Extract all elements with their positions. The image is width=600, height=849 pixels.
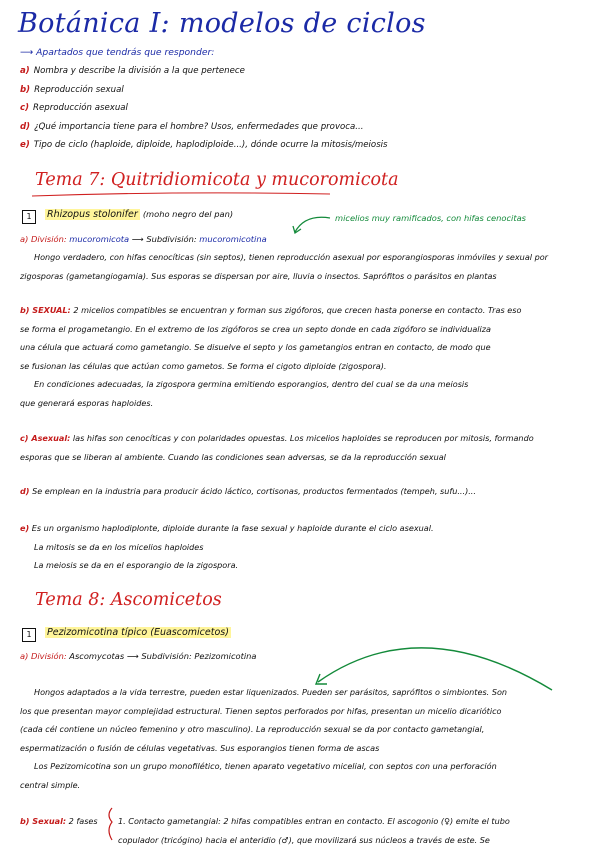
green-margin-note: micelios muy ramificados, con hifas cenocitas [335, 213, 527, 223]
list-item: b) Reproducción sexual [20, 84, 124, 95]
section-8-b-paragraph: 1. Contacto gametangial: 2 hifas compatibles entran en contacto. El ascogonio (♀) emite el tubo copulador (tricógino) hacia el anteridio (♂), que movilizará sus núcleos a través de este. Se [118, 816, 510, 845]
section-8-b-lead: b) Sexual: 2 fases [20, 816, 98, 826]
section-7-a-paragraph: Hongo verdadero, con hifas cenocíticas (sin septos), tienen reproducción asexual por esporangiosporas inmóviles y sexual por zigosporas (gametangiogamia). Sus esporas se dispersan por aire, lluvia o insectos. Saprófitos o parásitos en plantas [20, 252, 549, 281]
question-list [20, 66, 388, 159]
page-title: Botánica I: modelos de ciclos [18, 8, 426, 39]
arrow-right-icon: ⟶ [20, 47, 34, 58]
organism-name: Rhizopus stolonifer [47, 209, 138, 220]
green-curved-arrow-icon [295, 217, 330, 232]
arrow-right-icon: ⟶ [126, 651, 139, 661]
section-7-b-paragraph: b) SEXUAL: 2 micelios compatibles se encuentran y forman sus zigóforos, que crecen hasta ponerse en contacto. Tras eso se forma el progametangio. En el extremo de los zigóforos se crea un septo donde en cada zigóforo se individualiza una célula que actuará como gametangio. Se disuelve el septo y los gametangios entran en contacto, de modo que se fusionan las células que actúan como gametos. Se forma el cigoto diploide (zigospora). En condiciones adecuadas, la zigospora germina emitiendo esporangios, dentro del cual se da una meiosis que generará esporas haploides. [20, 305, 522, 408]
intro-text: Apartados que tendrás que responder: [36, 47, 215, 58]
section-7-title: Tema 7: Quitridiomicota y mucoromicota [35, 170, 399, 190]
section-8-number-box: 1 [22, 628, 36, 642]
list-item: c) Reproducción asexual [20, 103, 128, 113]
section-7-c-paragraph: c) Asexual: las hifas son cenocíticas y con polaridades opuestas. Los micelios haploides se reproducen por mitosis, formando esporas que se liberan al ambiente. Cuando las condiciones sean adversas, se da la reproducción sexual [20, 433, 534, 462]
organism-note: (moho negro del pan) [142, 209, 234, 219]
intro-line [20, 47, 214, 58]
section-7-number-box: 1 [22, 210, 36, 224]
list-item: e) Tipo de ciclo (haploide, diploide, haplodiploide...), dónde ocurre la mitosis/meiosis [20, 140, 388, 150]
list-item: d) ¿Qué importancia tiene para el hombre? Usos, enfermedades que provoca... [20, 121, 364, 132]
list-item: a) Nombra y describe la división a la que pertenece [20, 66, 245, 76]
arrow-right-icon: ⟶ [131, 234, 144, 244]
section-7-e-paragraph: e) Es un organismo haplodiplonte, diploide durante la fase sexual y haploide durante el ciclo asexual. La mitosis se da en los micelios haploides La meiosis se da en el esporangio de la zigospora. [20, 523, 434, 570]
green-arrowhead-icon [293, 226, 301, 233]
section-8-organism-line [45, 627, 231, 638]
section-8-division-line: a) División: Ascomycotas ⟶ Subdivisión: Pezizomicotina [20, 651, 257, 661]
section-8-a-paragraph: Hongos adaptados a la vida terrestre, pueden estar liquenizados. Pueden ser parásitos, saprófitos o simbiontes. Son los que presentan mayor complejidad estructural. Tienen septos perforados por hifas, presentan un micelio dicariótico (cada cél contiene un núcleo femenino y otro masculino). La reproducción sexual se da por contacto gametangial, espermatización o fusión de células vegetativas. Sus esporangios tienen forma de ascas Los Pezizomicotina son un grupo monofilético, tienen aparato vegetativo micelial, con septos con una perforación central simple. [20, 687, 508, 790]
section-7-d-paragraph: d) Se emplean en la industria para producir ácido láctico, cortisonas, productos fermentados (tempeh, sufu...)... [20, 486, 476, 496]
section-8-title: Tema 8: Ascomicetos [35, 590, 222, 610]
organism-name: Pezizomicotina típico (Euascomicetos) [47, 627, 229, 638]
section-7-division-line: a) División: mucoromicota ⟶ Subdivisión: mucoromicotina [20, 234, 267, 244]
section-7-underline [32, 193, 330, 196]
section-7-organism-line [45, 209, 233, 220]
brace-icon [109, 808, 112, 840]
